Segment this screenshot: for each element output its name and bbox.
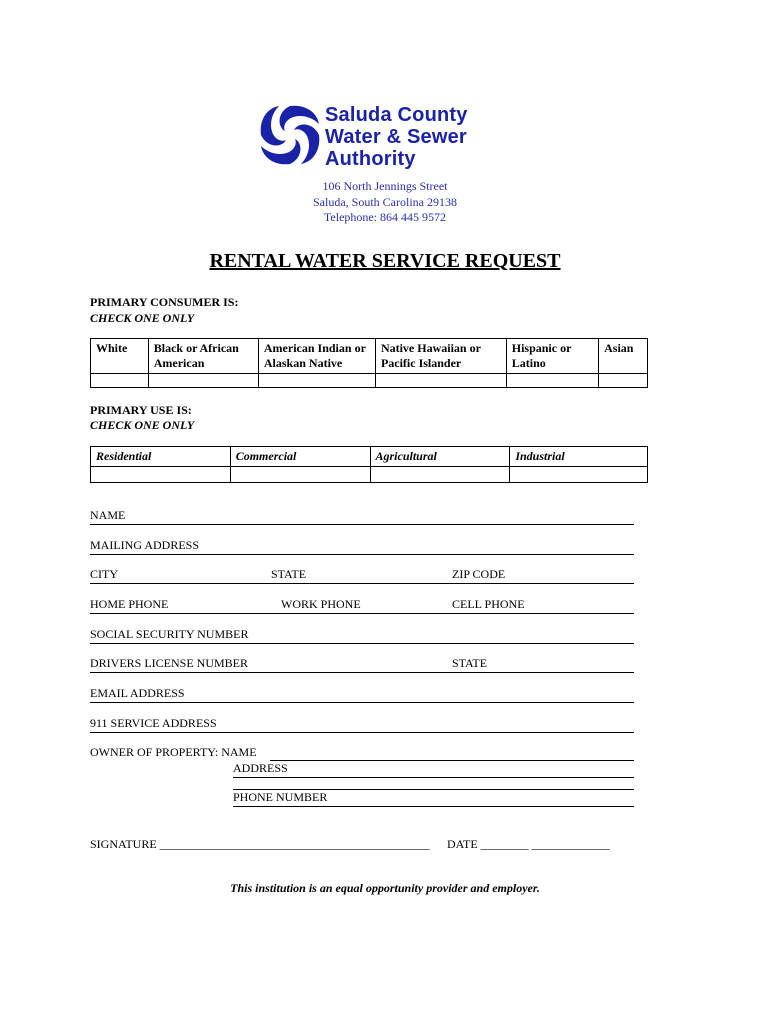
dl-state-label: STATE [452,656,488,670]
consumer-checkbox-asian[interactable] [599,374,648,388]
name-label: NAME [90,508,126,522]
consumer-option-white: White [91,339,149,374]
owner-phone-label: PHONE NUMBER [233,790,328,804]
signature-label: SIGNATURE [90,837,157,851]
address-phone: Telephone: 864 445 9572 [323,210,447,224]
logo-line-3: Authority [325,148,416,170]
date-field[interactable] [447,837,610,852]
consumer-checkbox-white[interactable] [91,374,149,388]
date-blank: ________ _____________ [480,837,610,851]
consumer-heading: PRIMARY CONSUMER IS: [90,295,239,309]
logo-line-1: Saluda County [325,104,468,126]
consumer-option-black: Black or African American [148,339,258,374]
use-instruction: CHECK ONE ONLY [90,418,195,432]
authority-logo [255,100,515,172]
use-option-residential: Residential [91,447,231,467]
cell-phone-label: CELL PHONE [452,597,525,611]
consumer-option-hispanic: Hispanic or Latino [506,339,598,374]
email-field[interactable] [90,686,634,703]
use-option-agricultural: Agricultural [370,447,510,467]
page-title: RENTAL WATER SERVICE REQUEST [209,250,561,272]
signature-blank: _____________________________________________ [159,837,430,851]
signature-field[interactable] [90,837,430,852]
owner-address-field[interactable] [233,761,634,778]
logo-line-2: Water & Sewer [325,126,467,148]
use-option-commercial: Commercial [230,447,370,467]
phone-field[interactable] [90,597,634,614]
state-label: STATE [271,567,307,581]
service-address-field[interactable] [90,716,634,733]
dl-number-label: DRIVERS LICENSE NUMBER [90,656,249,670]
consumer-instruction: CHECK ONE ONLY [90,311,195,325]
owner-phone-field[interactable] [233,790,634,807]
consumer-checkbox-black[interactable] [148,374,258,388]
service-address-label: 911 SERVICE ADDRESS [90,716,217,730]
ssn-label: SOCIAL SECURITY NUMBER [90,627,249,641]
ssn-field[interactable] [90,627,634,644]
mailing-address-field[interactable] [90,538,634,555]
zip-label: ZIP CODE [452,567,506,581]
mailing-address-label: MAILING ADDRESS [90,538,200,552]
use-checkbox-commercial[interactable] [230,467,370,483]
city-label: CITY [90,567,118,581]
email-label: EMAIL ADDRESS [90,686,185,700]
use-checkbox-agricultural[interactable] [370,467,510,483]
swirl-logo-icon [255,100,325,170]
work-phone-label: WORK PHONE [281,597,361,611]
consumer-option-asian: Asian [599,339,648,374]
owner-name-row [90,745,634,761]
equal-opportunity-statement: This institution is an equal opportunity provider and employer. [230,881,540,895]
date-label: DATE [447,837,478,851]
home-phone-label: HOME PHONE [90,597,169,611]
use-option-industrial: Industrial [510,447,648,467]
consumer-checkbox-hispanic[interactable] [506,374,598,388]
city-state-zip-field[interactable] [90,567,634,584]
address-street: 106 North Jennings Street [322,179,448,193]
consumer-option-american-indian: American Indian or Alaskan Native [258,339,375,374]
consumer-option-native-hawaiian: Native Hawaiian or Pacific Islander [375,339,506,374]
drivers-license-field[interactable] [90,656,634,673]
use-checkbox-residential[interactable] [91,467,231,483]
address-city: Saluda, South Carolina 29138 [313,195,457,209]
owner-name-label: OWNER OF PROPERTY: NAME [90,745,257,759]
use-heading: PRIMARY USE IS: [90,403,192,417]
owner-address-label: ADDRESS [233,761,288,775]
use-checkbox-industrial[interactable] [510,467,648,483]
name-field[interactable] [90,508,634,525]
consumer-checkbox-native-hawaiian[interactable] [375,374,506,388]
consumer-checkbox-american-indian[interactable] [258,374,375,388]
use-table [90,446,648,483]
consumer-table [90,338,648,388]
